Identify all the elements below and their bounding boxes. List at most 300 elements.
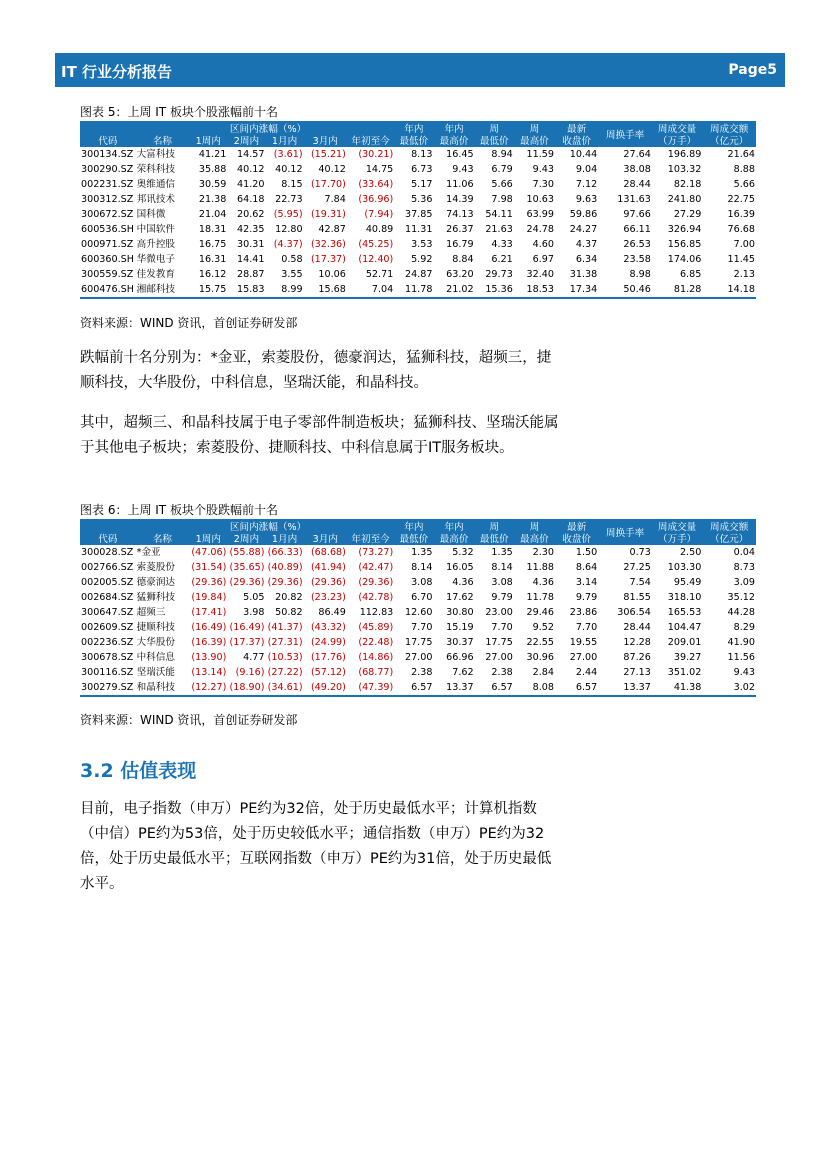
table-row <box>80 545 756 560</box>
table-cell: 196.89 <box>667 149 702 160</box>
table-cell: (45.25) <box>358 239 394 250</box>
table-cell: 6.57 <box>555 680 598 696</box>
table-row <box>80 575 756 590</box>
table-cell: (3.61) <box>273 149 303 160</box>
table-row <box>80 222 756 237</box>
table6-header <box>80 520 756 545</box>
table-cell: 59.86 <box>569 209 598 220</box>
table-cell: 12.60 <box>404 607 433 618</box>
table-cell: 17.75 <box>485 637 513 648</box>
header-wk-high-top: 周 <box>514 122 555 135</box>
table-cell: 3.98 <box>243 607 265 618</box>
table-cell: 27.00 <box>485 652 513 663</box>
table-cell: (13.14) <box>191 667 227 678</box>
table-cell: 35.12 <box>727 592 755 603</box>
table-cell: 11.31 <box>404 224 433 235</box>
table-cell: 28.44 <box>623 179 651 190</box>
table-cell: 29.46 <box>526 607 554 618</box>
table-cell: 5.66 <box>491 179 513 190</box>
header-wk-high-bottom: 最高价 <box>514 135 555 147</box>
stock-name: 中国软件 <box>136 224 176 235</box>
table-cell: 21.04 <box>198 209 227 220</box>
table-cell: (27.31) <box>267 637 303 648</box>
header-m1: 1月内 <box>265 533 303 545</box>
table-cell: 10.06 <box>318 269 346 280</box>
stock-code: 300028.SZ <box>81 547 134 558</box>
table-cell: 4.33 <box>491 239 513 250</box>
table-cell: (12.40) <box>358 254 394 265</box>
stock-code: 300116.SZ <box>81 667 134 678</box>
table-cell: 27.00 <box>404 652 433 663</box>
table-cell: 16.45 <box>446 149 474 160</box>
table-cell: 5.66 <box>733 179 755 190</box>
table-cell: 22.73 <box>275 194 303 205</box>
table-cell: 23.00 <box>485 607 513 618</box>
table-cell: 30.59 <box>198 179 227 190</box>
table-row <box>80 650 756 665</box>
table-cell: (29.36) <box>310 577 346 588</box>
table-cell: 3.53 <box>411 239 433 250</box>
table-cell: (13.90) <box>191 652 227 663</box>
header-w2: 2周内 <box>227 135 265 147</box>
table-cell: 24.78 <box>526 224 554 235</box>
table-cell: 44.28 <box>727 607 755 618</box>
table-cell: 11.78 <box>394 282 433 298</box>
table-cell: 8.73 <box>733 562 755 573</box>
table-cell: 22.55 <box>526 637 554 648</box>
table-cell: 7.70 <box>491 622 513 633</box>
header-vol-top: 周成交量 <box>652 520 702 533</box>
table-row <box>80 680 756 696</box>
paragraph-valuation: 目前，电子指数（申万）PE约为32倍，处于历史最低水平；计算机指数（中信）PE约为53倍，处于历史较低水平；通信指数（申万）PE约为32倍，处于历史最低水平；互联网指数（申万）PE约为31倍，处于历史最低水平。 <box>80 801 552 892</box>
table-cell: (17.76) <box>310 652 346 663</box>
table-cell: 103.30 <box>667 562 702 573</box>
table-cell: 5.17 <box>411 179 433 190</box>
stock-name: 中科信息 <box>136 652 176 663</box>
table-cell: 30.96 <box>526 652 554 663</box>
table-cell: 5.05 <box>243 592 265 603</box>
table-cell: 8.14 <box>411 562 433 573</box>
table-cell: 11.56 <box>727 652 755 663</box>
table-cell: 13.37 <box>598 680 652 696</box>
stock-name: 坚瑞沃能 <box>136 667 176 678</box>
table-cell: (47.06) <box>191 547 227 558</box>
table-cell: 6.79 <box>491 164 513 175</box>
table-cell: 1.35 <box>411 547 433 558</box>
table-cell: 27.25 <box>623 562 651 573</box>
stock-name: 大富科技 <box>136 149 176 160</box>
table-cell: (5.95) <box>273 209 303 220</box>
table-cell: (18.90) <box>227 680 265 696</box>
table-cell: (7.94) <box>364 209 394 220</box>
table-cell: 16.79 <box>446 239 474 250</box>
table-cell: 7.62 <box>452 667 474 678</box>
table-cell: (41.37) <box>267 622 303 633</box>
table-cell: 7.12 <box>575 179 598 190</box>
table-cell: (10.53) <box>267 652 303 663</box>
table-cell: 27.13 <box>623 667 651 678</box>
header-yr-low-bottom: 最低价 <box>394 533 433 545</box>
header-turnover: 周换手率 <box>598 520 652 545</box>
table5-wrap <box>80 121 756 299</box>
table-cell: 6.57 <box>475 680 514 696</box>
table-row <box>80 192 756 207</box>
table-cell: 26.37 <box>446 224 474 235</box>
stock-name: 华微电子 <box>136 254 176 265</box>
table-cell: (31.54) <box>191 562 227 573</box>
table-cell: (30.21) <box>358 149 394 160</box>
table-cell: (33.64) <box>358 179 394 190</box>
table-cell: (40.89) <box>267 562 303 573</box>
table6-source: 资料来源：WIND 资讯，首创证券研发部 <box>80 713 298 727</box>
table-cell: 7.98 <box>491 194 513 205</box>
table-cell: 30.31 <box>237 239 265 250</box>
table-cell: 23.86 <box>569 607 598 618</box>
stock-name: 高升控股 <box>136 239 176 250</box>
header-close-bottom: 收盘价 <box>555 135 598 147</box>
table-cell: 64.18 <box>237 194 265 205</box>
header-yr-high-top: 年内 <box>433 122 474 135</box>
table-row <box>80 605 756 620</box>
table-row <box>80 207 756 222</box>
table-cell: 21.02 <box>433 282 474 298</box>
stock-name: 大华股份 <box>136 637 176 648</box>
header-w1: 1周内 <box>189 533 227 545</box>
table-cell: (17.70) <box>310 179 346 190</box>
table-cell: 40.12 <box>318 164 346 175</box>
table-cell: 2.38 <box>491 667 513 678</box>
table-cell: 0.58 <box>281 254 303 265</box>
header-wk-low-bottom: 最低价 <box>475 533 514 545</box>
table-cell: (49.20) <box>304 680 347 696</box>
table-cell: 6.70 <box>411 592 433 603</box>
table-cell: 8.99 <box>265 282 303 298</box>
table-cell: 76.68 <box>727 224 755 235</box>
header-vol-bottom: （万手） <box>652 135 702 147</box>
table-cell: 103.32 <box>667 164 702 175</box>
stock-code: 300290.SZ <box>81 164 134 175</box>
header-m1: 1月内 <box>265 135 303 147</box>
table-cell: 15.36 <box>475 282 514 298</box>
table-cell: 9.43 <box>452 164 474 175</box>
table-cell: (68.77) <box>358 667 394 678</box>
table-cell: 6.73 <box>411 164 433 175</box>
table-cell: 28.44 <box>623 622 651 633</box>
table-cell: (22.48) <box>358 637 394 648</box>
paragraph-decliners: 跌幅前十名分别为：*金亚，索菱股份，德豪润达，猛狮科技，超频三，捷顺科技，大华股份，中科信息，坚瑞沃能，和晶科技。 <box>80 350 552 391</box>
table-cell: 104.47 <box>667 622 702 633</box>
stock-code: 002609.SZ <box>81 622 134 633</box>
table-row <box>80 282 756 298</box>
header-group: 区间内涨幅（%） <box>189 122 347 135</box>
header-yr-low-bottom: 最低价 <box>394 135 433 147</box>
table-cell: 9.43 <box>532 164 554 175</box>
table-cell: 3.14 <box>575 577 598 588</box>
table-row <box>80 252 756 267</box>
table-cell: 15.19 <box>446 622 474 633</box>
table-cell: 2.84 <box>532 667 554 678</box>
table-cell: (35.65) <box>229 562 265 573</box>
table-cell: 4.36 <box>452 577 474 588</box>
table-cell: 66.11 <box>623 224 651 235</box>
table-cell: 131.63 <box>617 194 651 205</box>
table-cell: 52.71 <box>365 269 394 280</box>
table-cell: 8.13 <box>411 149 433 160</box>
table-cell: 14.41 <box>237 254 265 265</box>
section-title: 3.2 估值表现 <box>80 760 197 782</box>
header-code: 代码 <box>80 135 136 147</box>
table-cell: 3.02 <box>702 680 756 696</box>
table-cell: 19.55 <box>569 637 598 648</box>
table-cell: (73.27) <box>358 547 394 558</box>
table-cell: 41.90 <box>727 637 755 648</box>
table-cell: 7.54 <box>629 577 651 588</box>
table-cell: 18.31 <box>198 224 227 235</box>
table-cell: (55.88) <box>229 547 265 558</box>
header-wk-low-top: 周 <box>475 122 514 135</box>
table-cell: (29.36) <box>229 577 265 588</box>
table6 <box>80 519 756 697</box>
table-cell: 4.77 <box>243 652 265 663</box>
table-cell: 6.97 <box>532 254 554 265</box>
table-cell: 11.78 <box>526 592 554 603</box>
header-amt-top: 周成交额 <box>702 122 756 135</box>
header-yr-low-top: 年内 <box>394 122 433 135</box>
header-wk-high-top: 周 <box>514 520 555 533</box>
table-cell: 3.09 <box>733 577 755 588</box>
table-cell: (47.39) <box>347 680 394 696</box>
table-row <box>80 177 756 192</box>
table-cell: 11.88 <box>526 562 554 573</box>
table-cell: (15.21) <box>310 149 346 160</box>
table-cell: 21.64 <box>727 149 755 160</box>
table-cell: 17.75 <box>404 637 433 648</box>
table-cell: 4.36 <box>532 577 554 588</box>
table-cell: 24.27 <box>569 224 598 235</box>
header-close-top: 最新 <box>555 520 598 533</box>
header-amt-bottom: （亿元） <box>702 135 756 147</box>
table-cell: 20.62 <box>237 209 265 220</box>
table-cell: 0.73 <box>629 547 651 558</box>
header-w1: 1周内 <box>189 135 227 147</box>
table-cell: 38.08 <box>623 164 651 175</box>
header-ytd: 年初至今 <box>347 533 394 545</box>
table-cell: 7.04 <box>347 282 394 298</box>
table6-caption: 图表 6：上周 IT 板块个股跌幅前十名 <box>80 503 278 517</box>
table-cell: (17.41) <box>191 607 227 618</box>
table-cell: 23.58 <box>623 254 651 265</box>
table-cell: 82.18 <box>673 179 702 190</box>
table5-header <box>80 122 756 147</box>
stock-code: 002236.SZ <box>81 637 134 648</box>
table-cell: 11.45 <box>727 254 755 265</box>
table-cell: 29.73 <box>485 269 513 280</box>
table-cell: 4.37 <box>575 239 598 250</box>
table-cell: 42.87 <box>318 224 346 235</box>
table-cell: 8.14 <box>491 562 513 573</box>
stock-code: 300678.SZ <box>81 652 134 663</box>
table-cell: 97.66 <box>623 209 651 220</box>
header-yr-high-bottom: 最高价 <box>433 533 474 545</box>
table-cell: (23.23) <box>310 592 346 603</box>
table-cell: 11.59 <box>526 149 554 160</box>
table-cell: 17.62 <box>446 592 474 603</box>
table-cell: 7.70 <box>575 622 598 633</box>
header-m3: 3月内 <box>304 533 347 545</box>
table-cell: 63.20 <box>446 269 474 280</box>
table-row <box>80 590 756 605</box>
stock-code: 300312.SZ <box>81 194 134 205</box>
table-cell: 14.57 <box>237 149 265 160</box>
table-cell: (42.78) <box>358 592 394 603</box>
table-row <box>80 620 756 635</box>
table-row <box>80 665 756 680</box>
stock-code: 600536.SH <box>81 224 134 235</box>
table6-body <box>80 545 756 696</box>
table-cell: 174.06 <box>667 254 702 265</box>
table-cell: 35.88 <box>198 164 227 175</box>
table-cell: (43.32) <box>310 622 346 633</box>
table-cell: 30.80 <box>446 607 474 618</box>
table-cell: 16.31 <box>198 254 227 265</box>
table-cell: 26.53 <box>623 239 651 250</box>
table-cell: 18.53 <box>514 282 555 298</box>
table-cell: (66.33) <box>267 547 303 558</box>
table-cell: 9.79 <box>491 592 513 603</box>
header-name: 名称 <box>136 135 190 147</box>
table-cell: 17.34 <box>555 282 598 298</box>
header-yr-high-bottom: 最高价 <box>433 135 474 147</box>
table-cell: 41.21 <box>198 149 227 160</box>
header-m3: 3月内 <box>304 135 347 147</box>
table6-wrap <box>80 519 756 697</box>
table-cell: (27.22) <box>267 667 303 678</box>
table-cell: 50.82 <box>275 607 303 618</box>
table-cell: 8.94 <box>491 149 513 160</box>
header-amt-bottom: （亿元） <box>702 533 756 545</box>
table-cell: 15.83 <box>227 282 265 298</box>
table-cell: 31.38 <box>569 269 598 280</box>
table-cell: 8.15 <box>281 179 303 190</box>
stock-code: 300559.SZ <box>81 269 134 280</box>
table-cell: (32.36) <box>310 239 346 250</box>
table-cell: 8.29 <box>733 622 755 633</box>
table-cell: 10.63 <box>526 194 554 205</box>
stock-code: 600360.SH <box>81 254 134 265</box>
table-cell: 24.87 <box>404 269 433 280</box>
table-cell: 3.55 <box>281 269 303 280</box>
table-cell: 14.75 <box>365 164 394 175</box>
table-cell: (19.84) <box>191 592 227 603</box>
table-cell: 40.12 <box>275 164 303 175</box>
header-name: 名称 <box>136 533 190 545</box>
stock-name: 佳发教育 <box>136 269 176 280</box>
header-yr-high-top: 年内 <box>433 520 474 533</box>
table-cell: 30.37 <box>446 637 474 648</box>
table-cell: 6.85 <box>679 269 702 280</box>
stock-name: 和晶科技 <box>136 680 190 696</box>
stock-code: 600476.SH <box>80 282 136 298</box>
stock-code: 300134.SZ <box>81 149 134 160</box>
table-cell: (16.49) <box>191 622 227 633</box>
table-cell: 3.08 <box>411 577 433 588</box>
stock-name: 猛狮科技 <box>136 592 176 603</box>
table-cell: 112.83 <box>359 607 394 618</box>
page-number: Page5 <box>728 62 777 78</box>
stock-code: 300672.SZ <box>81 209 134 220</box>
table-cell: 16.39 <box>727 209 755 220</box>
header-turnover: 周换手率 <box>598 122 652 147</box>
table-cell: 42.35 <box>237 224 265 235</box>
table-cell: 7.30 <box>532 179 554 190</box>
table-cell: 41.20 <box>237 179 265 190</box>
table-cell: 28.87 <box>237 269 265 280</box>
stock-code: 002684.SZ <box>81 592 134 603</box>
table-cell: 0.04 <box>733 547 755 558</box>
table5 <box>80 121 756 299</box>
table-cell: (9.16) <box>235 667 265 678</box>
stock-name: 德豪润达 <box>136 577 176 588</box>
table-cell: 22.75 <box>727 194 755 205</box>
table-cell: (34.61) <box>265 680 303 696</box>
stock-name: *金亚 <box>136 547 161 558</box>
table-cell: 16.75 <box>198 239 227 250</box>
table-cell: 15.68 <box>304 282 347 298</box>
table-cell: (4.37) <box>273 239 303 250</box>
stock-name: 湘邮科技 <box>136 282 190 298</box>
table-cell: 40.89 <box>365 224 394 235</box>
header-wk-low-bottom: 最低价 <box>475 135 514 147</box>
table-cell: 8.98 <box>629 269 651 280</box>
table-cell: 3.08 <box>491 577 513 588</box>
table-cell: 6.34 <box>575 254 598 265</box>
table-cell: 7.00 <box>733 239 755 250</box>
table-row <box>80 162 756 177</box>
table5-body <box>80 147 756 298</box>
table-cell: 27.00 <box>569 652 598 663</box>
table-cell: 20.82 <box>275 592 303 603</box>
table-cell: (17.37) <box>229 637 265 648</box>
table-cell: 12.80 <box>275 224 303 235</box>
table-cell: 66.96 <box>446 652 474 663</box>
header-vol-bottom: （万手） <box>652 533 702 545</box>
table-cell: 74.13 <box>446 209 474 220</box>
report-header-bar <box>55 53 785 87</box>
table-cell: 9.79 <box>575 592 598 603</box>
table-cell: 1.50 <box>575 547 598 558</box>
stock-name: 奥维通信 <box>136 179 176 190</box>
table-cell: (14.86) <box>358 652 394 663</box>
table-cell: (68.68) <box>310 547 346 558</box>
table-cell: 9.43 <box>733 667 755 678</box>
table-cell: 86.49 <box>318 607 346 618</box>
table-cell: 7.84 <box>324 194 346 205</box>
table-cell: 2.44 <box>575 667 598 678</box>
table-cell: (16.49) <box>229 622 265 633</box>
table-cell: 306.54 <box>617 607 651 618</box>
paragraph-sectors: 其中，超频三、和晶科技属于电子零部件制造板块；猛狮科技、坚瑞沃能属于其他电子板块；索菱股份、捷顺科技、中科信息属于IT服务板块。 <box>80 415 559 456</box>
table-cell: 8.84 <box>452 254 474 265</box>
table-cell: (36.96) <box>358 194 394 205</box>
header-vol-top: 周成交量 <box>652 122 702 135</box>
header-ytd: 年初至今 <box>347 135 394 147</box>
table-cell: (19.31) <box>310 209 346 220</box>
stock-name: 索菱股份 <box>136 562 176 573</box>
table-cell: 16.05 <box>446 562 474 573</box>
table-cell: 241.80 <box>667 194 702 205</box>
table-cell: 13.37 <box>433 680 474 696</box>
table-cell: 6.21 <box>491 254 513 265</box>
